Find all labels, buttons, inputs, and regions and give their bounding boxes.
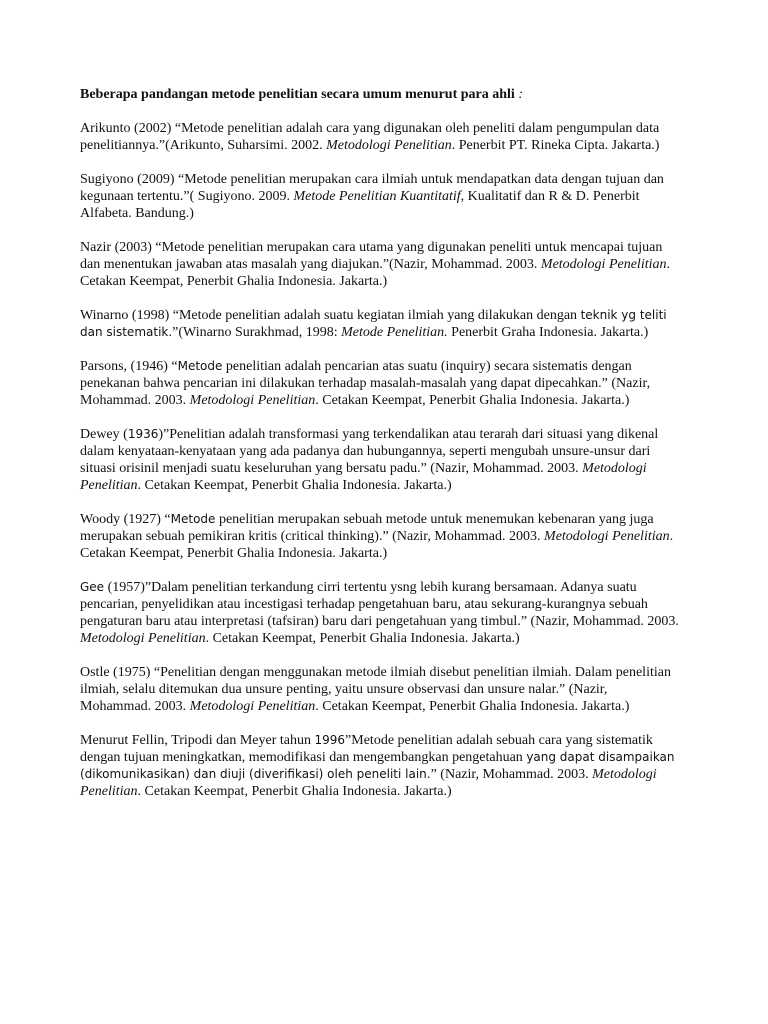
entry-citation: . Cetakan Keempat, Penerbit Ghalia Indonesia. Jakarta.) <box>137 478 452 493</box>
entry-winarno <box>80 307 680 341</box>
entry-nazir <box>80 239 680 290</box>
entry-text: ”Metode penelitian adalah sebuah cara yang sistematik dengan tujuan meningkatkan, memodifikasi dan mengembangkan pengetahuan <box>80 733 653 765</box>
entry-citation: Penerbit Graha Indonesia. Jakarta.) <box>447 325 649 340</box>
entry-citation: . Cetakan Keempat, Penerbit Ghalia Indonesia. Jakarta.) <box>80 257 670 289</box>
entry-text: Dewey ( <box>80 427 128 442</box>
heading-colon: : <box>518 87 523 102</box>
entry-text-alt-font: Metode <box>170 512 216 526</box>
book-title: Metodologi Penelitian <box>189 393 316 408</box>
book-title: Metodologi Penelitian <box>326 138 452 153</box>
entry-text: Arikunto (2002) “Metode penelitian adalah cara yang digunakan oleh peneliti dalam pengumpulan data penelitiannya.”(Arikunto, Suharsimi. 2002. <box>80 121 660 153</box>
entry-text: Woody (1927) “ <box>80 512 171 527</box>
entry-text-alt-font: teknik yg teliti dan sistematik. <box>80 308 667 339</box>
entry-text: Winarno (1998) “Metode penelitian adalah suatu kegiatan ilmiah yang dilakukan dengan <box>80 308 581 323</box>
entry-text: (1957)”Dalam penelitian terkandung cirri tertentu ysng lebih kurang bersamaan. Adanya suatu pencarian, penyelidikan atau incestigasi terhadap pengetahuan baru, atau sekurang-kurangnya sebuah pengaturan baru atau interpretasi (tafsiran) baru dari pengetahuan yang timbul.” (Nazir, Mohammad. 2003. <box>80 580 679 629</box>
entry-text: Parsons, (1946) “ <box>80 359 178 374</box>
entry-parsons <box>80 358 680 409</box>
entry-text: penelitian merupakan sebuah metode untuk menemukan kebenaran yang juga merupakan sebuah pemikiran kritis (critical thinking).” (Nazir, Mohammad. 2003. <box>80 512 654 544</box>
entry-citation: . Cetakan Keempat, Penerbit Ghalia Indonesia. Jakarta.) <box>205 631 520 646</box>
book-title: Metodologi Penelitian <box>544 529 670 544</box>
entry-dewey <box>80 426 680 494</box>
entry-text-alt-font: yang dapat disampaikan (dikomunikasikan) dan diuji (diverifikasi) oleh peneliti lain. <box>80 750 675 781</box>
book-title: Metodologi Penelitian <box>80 461 647 493</box>
entry-text: ” (Nazir, Mohammad. 2003. <box>430 767 593 782</box>
book-title: Metode Penelitian. <box>341 325 448 340</box>
entry-ostle <box>80 664 680 715</box>
entry-text: )”Penelitian adalah transformasi yang terkendalikan atau terarah dari situasi yang dikenal dalam kenyataan-kenyataan yang ada padanya dan hubungannya, seperti mengubah unsure-unsur dari situasi orisinil menjadi suatu keseluruhan yang bersatu padu.” (Nazir, Mohammad. 2003. <box>80 427 659 476</box>
entry-gee <box>80 579 680 647</box>
entry-text-alt-font: Gee <box>80 580 105 594</box>
book-title: Metodologi Penelitian <box>80 631 206 646</box>
page-heading <box>80 86 680 103</box>
entry-text: Nazir (2003) “Metode penelitian merupakan cara utama yang digunakan peneliti untuk mencapai tujuan dan menentukan jawaban atas masalah yang diajukan.”(Nazir, Mohammad. 2003. <box>80 240 663 272</box>
entry-arikunto <box>80 120 680 154</box>
entry-citation: . Cetakan Keempat, Penerbit Ghalia Indonesia. Jakarta.) <box>315 699 630 714</box>
entry-woody <box>80 511 680 562</box>
entry-text: ”(Winarno Surakhmad, 1998: <box>172 325 342 340</box>
entry-text-alt-font: Metode <box>177 359 223 373</box>
heading-text: Beberapa pandangan metode penelitian secara umum menurut para ahli <box>80 87 515 102</box>
book-title: Metode Penelitian Kuantitatif <box>293 189 461 204</box>
entry-text-alt-font: 1936 <box>127 427 159 441</box>
book-title: Metodologi Penelitian <box>540 257 667 272</box>
entry-text: penelitian adalah pencarian atas suatu (inquiry) secara sistematis dengan penekanan bahwa pencarian ini dilakukan terhadap masalah-masalah yang dapat dipecahkan.” (Nazir, Mohammad. 2003. <box>80 359 651 408</box>
entry-citation: , Kualitatif dan R & D. Penerbit Alfabeta. Bandung.) <box>80 189 640 221</box>
entry-citation: . Cetakan Keempat, Penerbit Ghalia Indonesia. Jakarta.) <box>137 784 452 799</box>
book-title: Metodologi Penelitian <box>189 699 316 714</box>
entry-citation: . Cetakan Keempat, Penerbit Ghalia Indonesia. Jakarta.) <box>315 393 630 408</box>
book-title: Metodologi Penelitian <box>80 767 657 799</box>
entry-citation: . Penerbit PT. Rineka Cipta. Jakarta.) <box>451 138 660 153</box>
entry-citation: . Cetakan Keempat, Penerbit Ghalia Indonesia. Jakarta.) <box>80 529 674 561</box>
entry-text: Sugiyono (2009) “Metode penelitian merupakan cara ilmiah untuk mendapatkan data dengan tujuan dan kegunaan tertentu.”( Sugiyono. 2009. <box>80 172 664 204</box>
entry-text-alt-font: 1996 <box>314 733 346 747</box>
document-page <box>80 86 680 817</box>
entry-fellin-tripodi-meyer <box>80 732 680 800</box>
entry-sugiyono <box>80 171 680 222</box>
entry-text: Menurut Fellin, Tripodi dan Meyer tahun <box>80 733 315 748</box>
entry-text: Ostle (1975) “Penelitian dengan menggunakan metode ilmiah disebut penelitian ilmiah. Dalam penelitian ilmiah, selalu ditemukan dua unsure penting, yaitu unsure observasi dan unsure nalar.” (Nazir, Mohammad. 2003. <box>80 665 671 714</box>
